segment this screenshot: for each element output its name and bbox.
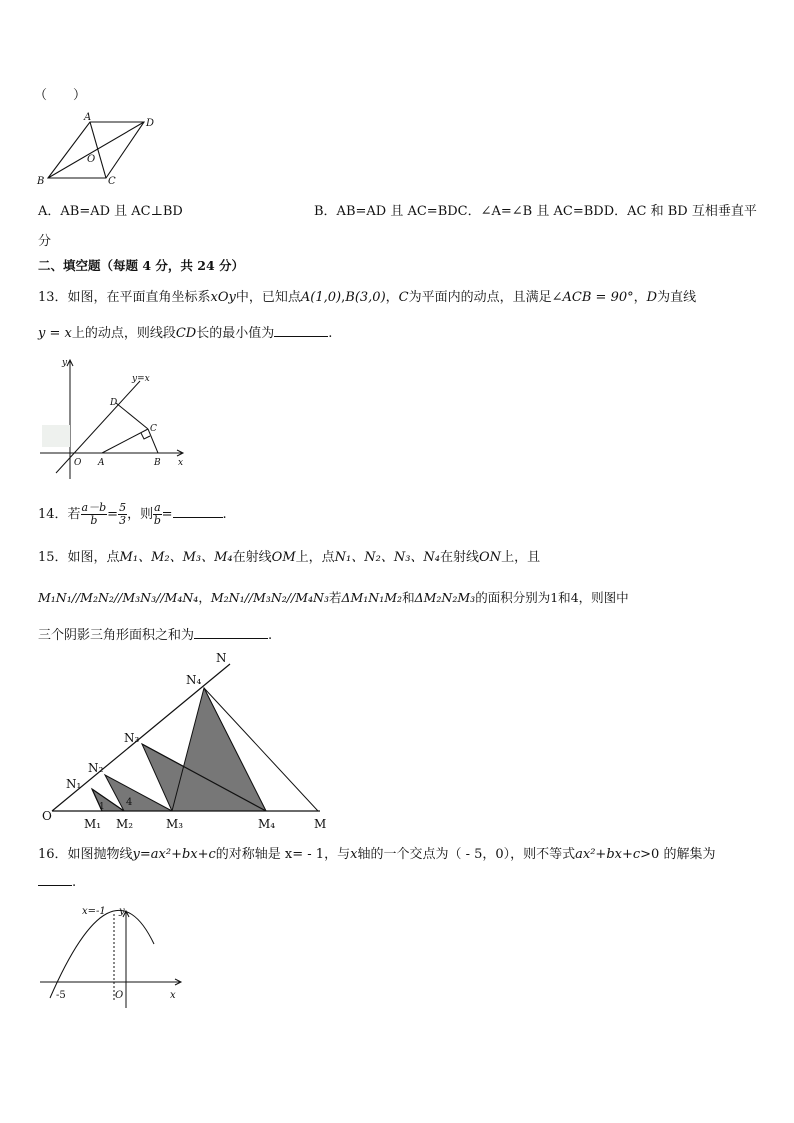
shaded-triangle-large	[172, 688, 266, 811]
label-m1: M₁	[84, 817, 102, 831]
label-a: A	[84, 112, 92, 123]
label-c: C	[108, 176, 116, 187]
q16-parabola-figure	[36, 898, 196, 1010]
label-m3: M₃	[166, 817, 184, 831]
q16-line2: .	[38, 873, 76, 890]
label-b: B	[37, 176, 45, 187]
q13-line2: y = x上的动点，则线段CD长的最小值为 .	[38, 326, 333, 341]
label-four: 4	[126, 797, 133, 808]
label-b: B	[154, 458, 161, 468]
q14-line: 14．若 $\frac{a-b}{b}$ = $\frac{5}{3}$ ，则 $\frac{a}{b}$ = .	[38, 501, 227, 527]
label-y: y	[119, 906, 125, 917]
diagonal-ac	[90, 122, 106, 178]
q15-line2: M₁N₁//M₂N₂//M₃N₃//M₄N₄，M₂N₁//M₃N₂//M₄N₃若ΔM₁N₁M₂和ΔM₂N₂M₃的面积分别为1和4，则图中	[38, 590, 629, 605]
q16-answer-blank[interactable]	[38, 873, 72, 886]
q16-line1: 16．如图抛物线y=ax²+bx+c的对称轴是 x= - 1，与x轴的一个交点为（ - 5，0），则不等式ax²+bx+c>0 的解集为	[38, 847, 716, 862]
q13-coordinate-figure	[36, 355, 196, 483]
label-o: O	[87, 154, 96, 165]
label-c: C	[150, 424, 157, 434]
q15-triangle-figure	[36, 648, 336, 834]
label-n1: N₁	[66, 777, 82, 791]
label-d: D	[146, 118, 155, 129]
label-neg5: -5	[56, 990, 66, 1001]
diagonal-bd	[48, 122, 144, 178]
q13-line1: 13．如图，在平面直角坐标系xOy中，已知点A(1,0),B(3,0)，C为平面内的动点，且满足∠ACB = 90°，D为直线	[38, 290, 697, 305]
label-m: M	[314, 817, 327, 831]
q15-answer-blank[interactable]	[194, 626, 268, 639]
segment-dc	[116, 403, 148, 429]
q12-parallelogram-figure	[34, 110, 164, 188]
label-d: D	[110, 398, 118, 408]
label-line: y=x	[132, 374, 150, 384]
q15-line1: 15．如图，点M₁、M₂、M₃、M₄在射线OM上，点N₁、N₂、N₃、N₄在射线ON上，且	[38, 550, 541, 565]
label-n3: N₃	[124, 731, 140, 745]
label-n2: N₂	[88, 761, 104, 775]
label-o: O	[115, 990, 124, 1001]
label-a: A	[98, 458, 105, 468]
q15-line3: 三个阴影三角形面积之和为 .	[38, 628, 273, 643]
scan-smudge	[42, 425, 70, 447]
label-n4: N₄	[186, 673, 202, 687]
q14-frac3: $\frac{a}{b}$	[153, 501, 161, 527]
label-o: O	[42, 809, 52, 823]
q13-answer-blank[interactable]	[274, 324, 328, 337]
q12-option-a: A．AB=AD 且 AC⊥BD	[38, 204, 183, 219]
right-angle-mark	[141, 433, 150, 439]
q12-paren: （ ）	[34, 88, 87, 103]
q14-frac1: $\frac{a-b}{b}$	[81, 501, 107, 527]
label-axis: x=-1	[82, 906, 106, 917]
label-m4: M₄	[258, 817, 276, 831]
parabola	[50, 910, 154, 998]
label-x: x	[170, 990, 176, 1001]
q12-option-wrap: 分	[38, 234, 52, 249]
label-m2: M₂	[116, 817, 134, 831]
label-x: x	[178, 458, 184, 468]
segment-ac	[102, 429, 148, 453]
q14-frac2: $\frac{5}{3}$	[119, 501, 127, 527]
label-y: y	[62, 358, 68, 368]
label-one: 1	[99, 802, 105, 812]
label-n: N	[216, 651, 227, 665]
section-heading: 二、填空题（每题 4 分，共 24 分）	[38, 258, 245, 273]
q14-answer-blank[interactable]	[173, 505, 223, 518]
label-o: O	[74, 458, 82, 468]
q12-option-bcd: B．AB=AD 且 AC=BDC．∠A=∠B 且 AC=BDD．AC 和 BD 互相垂直平	[314, 204, 757, 219]
